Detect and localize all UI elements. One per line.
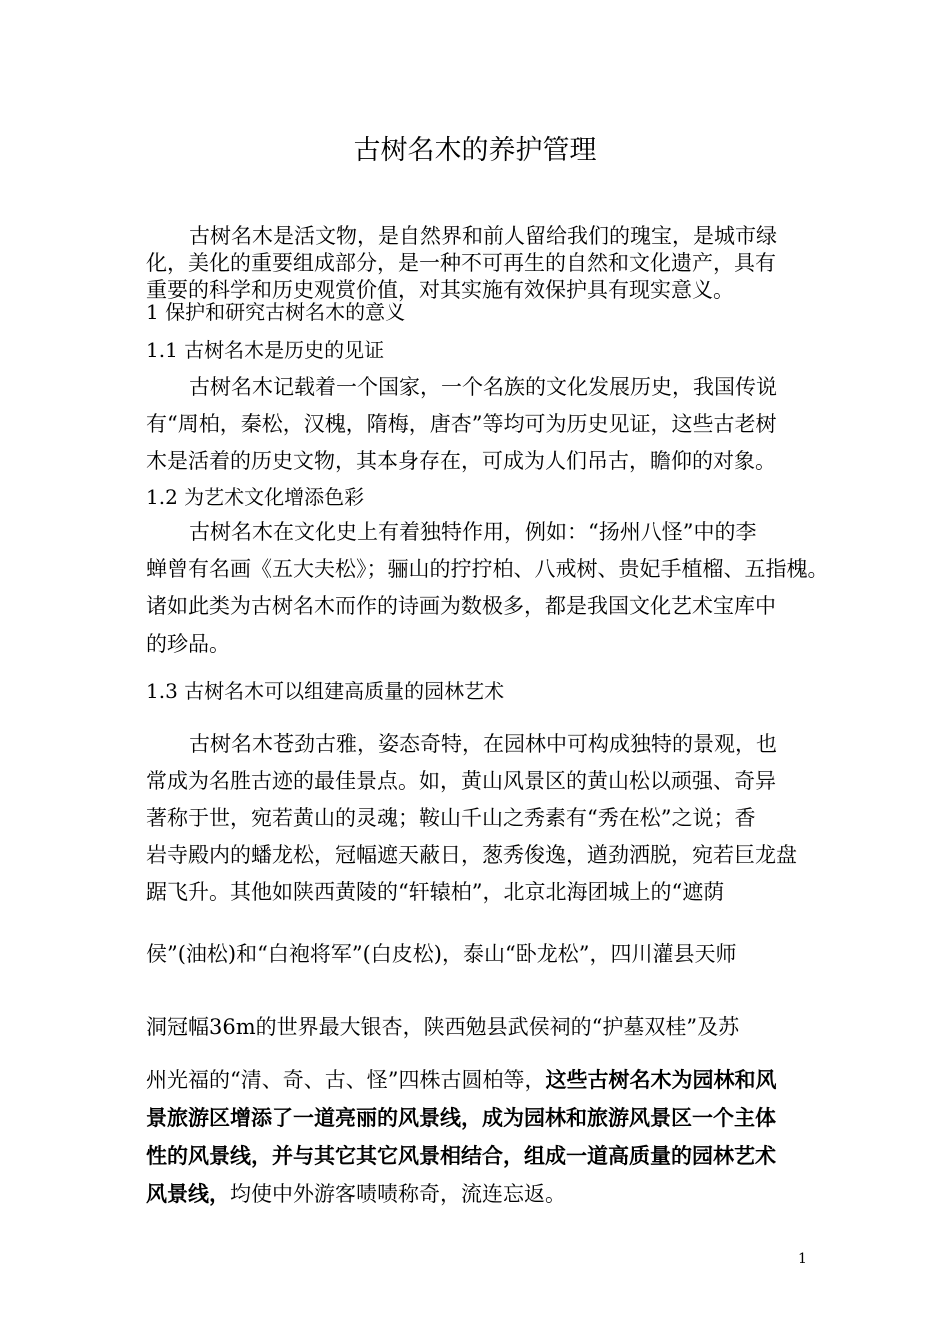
paragraph-line: 著称于世，宛若黄山的灵魂；鞍山千山之秀素有“秀在松”之说；香: [146, 806, 756, 830]
paragraph-line: 木是活着的历史文物，其本身存在，可成为人们吊古，瞻仰的对象。: [146, 449, 776, 473]
paragraph-line: 诸如此类为古树名木而作的诗画为数极多，都是我国文化艺术宝库中: [146, 594, 776, 618]
intro-line: 重要的科学和历史观赏价值，对其实施有效保护具有现实意义。: [146, 278, 734, 302]
paragraph-text: 均使中外游客啧啧称奇，流连忘返。: [230, 1182, 566, 1206]
paragraph-line: 岩寺殿内的蟠龙松，冠幅遮天蔽日，葱秀俊逸，遒劲洒脱，宛若巨龙盘: [146, 843, 797, 867]
paragraph-line: 蝉曾有名画《五大夫松》；骊山的拧拧柏、八戒树、贵妃手植榴、五指槐。: [146, 557, 829, 581]
paragraph-line-mixed: [146, 1066, 836, 1094]
section-heading-1-1: 1.1 古树名木是历史的见证: [146, 338, 385, 362]
paragraph-bold-line: 景旅游区增添了一道亮丽的风景线，成为园林和旅游风景区一个主体: [146, 1105, 776, 1130]
paragraph-line: 古树名木苍劲古雅，姿态奇特，在园林中可构成独特的景观，也: [189, 732, 777, 756]
page-number: 1: [798, 1251, 807, 1267]
intro-line: 化，美化的重要组成部分，是一种不可再生的自然和文化遗产，具有: [146, 251, 776, 275]
document-title: 古树名木的养护管理: [353, 135, 597, 166]
paragraph-line: 侯”(油松)和“白袍将军”(白皮松)，泰山“卧龙松”，四川灌县天师: [146, 942, 737, 966]
paragraph-line: 古树名木在文化史上有着独特作用，例如：“扬州八怪”中的李: [189, 520, 757, 544]
section-heading-1-3: 1.3 古树名木可以组建高质量的园林艺术: [146, 679, 505, 703]
paragraph-line: 古树名木记载着一个国家，一个名族的文化发展历史，我国传说: [189, 375, 777, 399]
section-heading-1: 1 保护和研究古树名木的意义: [146, 300, 406, 324]
paragraph-bold-line: 性的风景线，并与其它其它风景相结合，组成一道高质量的园林艺术: [146, 1143, 776, 1168]
paragraph-line: 踞飞升。其他如陕西黄陵的“轩辕柏”，北京北海团城上的“遮荫: [146, 880, 725, 904]
paragraph-bold-text: 这些古树名木为园林和风: [545, 1067, 777, 1092]
paragraph-bold-text: 风景线，: [146, 1181, 230, 1206]
paragraph-line: 洞冠幅36m的世界最大银杏，陕西勉县武侯祠的“护墓双桂”及苏: [146, 1015, 740, 1039]
paragraph-text: 州光福的“清、奇、古、怪”四株古圆柏等，: [146, 1068, 546, 1092]
paragraph-line: 有“周柏，秦松，汉槐，隋梅，唐杏”等均可为历史见证，这些古老树: [146, 412, 777, 436]
paragraph-line-mixed: [146, 1180, 836, 1208]
paragraph-line: 的珍品。: [146, 632, 230, 656]
intro-line: 古树名木是活文物，是自然界和前人留给我们的瑰宝，是城市绿: [189, 224, 777, 248]
paragraph-line: 常成为名胜古迹的最佳景点。如，黄山风景区的黄山松以顽强、奇异: [146, 769, 776, 793]
section-heading-1-2: 1.2 为艺术文化增添色彩: [146, 485, 365, 509]
